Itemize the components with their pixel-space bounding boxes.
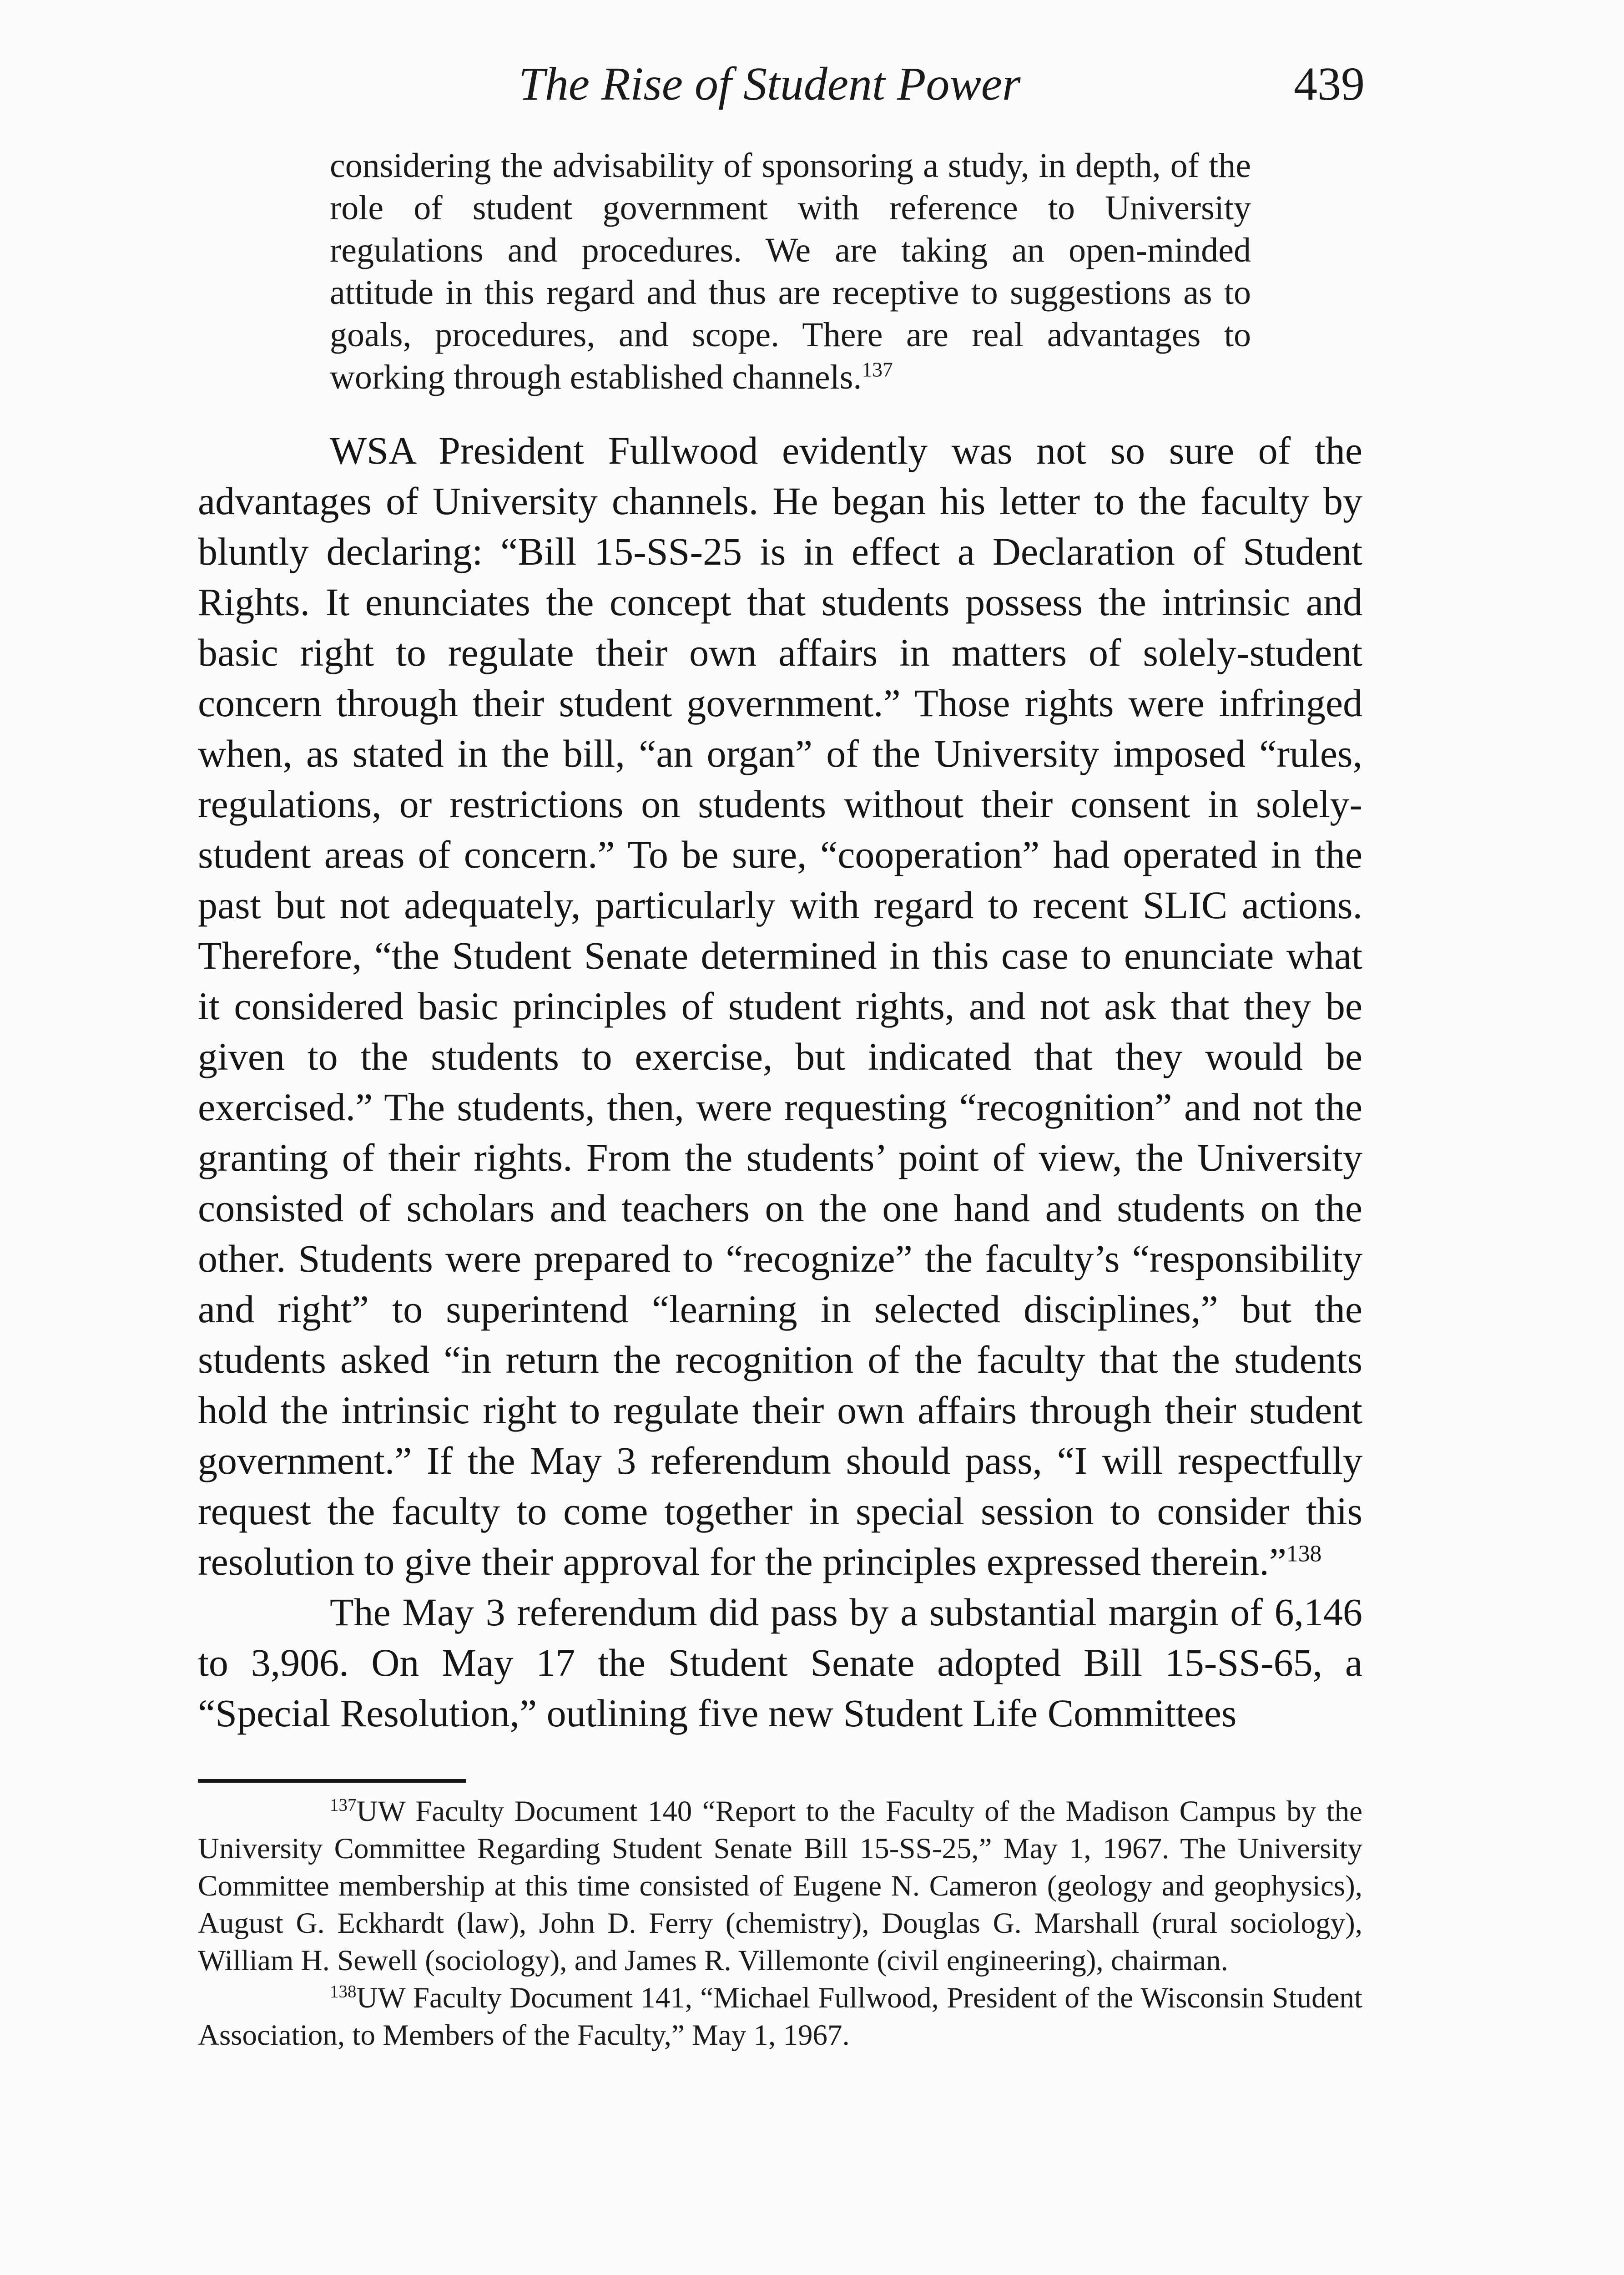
footnote-138	[198, 1979, 1362, 2054]
footnote-number: 137	[330, 1795, 357, 1815]
body-paragraph	[198, 1587, 1362, 1739]
footnotes	[198, 1793, 1362, 2054]
main-text	[198, 425, 1362, 1739]
block-quote-text: considering the advisability of sponsoring a study, in depth, of the role of student government with reference to University regulations and procedures. We are taking an open-minded attitude in this regard and thus are receptive to suggestions as to goals, procedures, and scope. There are real advantages to working through established channels.	[330, 147, 1251, 396]
footnote-ref-137: 137	[862, 358, 893, 381]
body-paragraph	[198, 425, 1362, 1587]
footnote-text: UW Faculty Document 141, “Michael Fullwood, President of the Wisconsin Student Association, to Members of the Faculty,” May 1, 1967.	[198, 1982, 1362, 2052]
paragraph-text: The May 3 referendum did pass by a substantial margin of 6,146 to 3,906. On May 17 the Student Senate adopted Bill 15-SS-65, a “Special Resolution,” outlining five new Student Life Committees	[198, 1590, 1362, 1735]
block-quote	[330, 145, 1251, 399]
page-number: 439	[1294, 58, 1365, 110]
running-head	[191, 50, 1365, 127]
running-title: The Rise of Student Power	[519, 58, 1021, 110]
footnote-separator	[198, 1779, 466, 1783]
footnote-text: UW Faculty Document 140 “Report to the Faculty of the Madison Campus by the University Committee Regarding Student Senate Bill 15-SS-25,” May 1, 1967. The University Committee membership at this time consisted of Eugene N. Cameron (geology and geophysics), August G. Eckhardt (law), John D. Ferry (chemistry), Douglas G. Marshall (rural sociology), William H. Sewell (sociology), and James R. Villemonte (civil engineering), chairman.	[198, 1795, 1362, 1977]
footnote-ref-138: 138	[1286, 1541, 1322, 1567]
footnote-137	[198, 1793, 1362, 1979]
paragraph-text: WSA President Fullwood evidently was not so sure of the advantages of University channels. He began his letter to the faculty by bluntly declaring: “Bill 15-SS-25 is in effect a Declaration of Student Rights. It enunciates the concept that students possess the intrinsic and basic right to regulate their own affairs in matters of solely-student concern through their student government.” Those rights were infringed when, as stated in the bill, “an organ” of the University imposed “rules, regulations, or restrictions on students without their consent in solely-student areas of concern.” To be sure, “cooperation” had operated in the past but not adequately, particularly with regard to recent SLIC actions. Therefore, “the Student Senate determined in this case to enunciate what it considered basic principles of student rights, and not ask that they be given to the students to exercise, but indicated that they would be exercised.” The students, then, were requesting “recognition” and not the granting of their rights. From the students’ point of view, the University consisted of scholars and teachers on the one hand and students on the other. Students were prepared to “recognize” the faculty’s “responsibility and right” to superintend “learning in selected disciplines,” but the students asked “in return the recognition of the faculty that the students hold the intrinsic right to regulate their own affairs through their student government.” If the May 3 referendum should pass, “I will respectfully request the faculty to come together in special session to consider this resolution to give their approval for the principles expressed therein.”	[198, 429, 1362, 1583]
footnote-number: 138	[330, 1982, 357, 2002]
